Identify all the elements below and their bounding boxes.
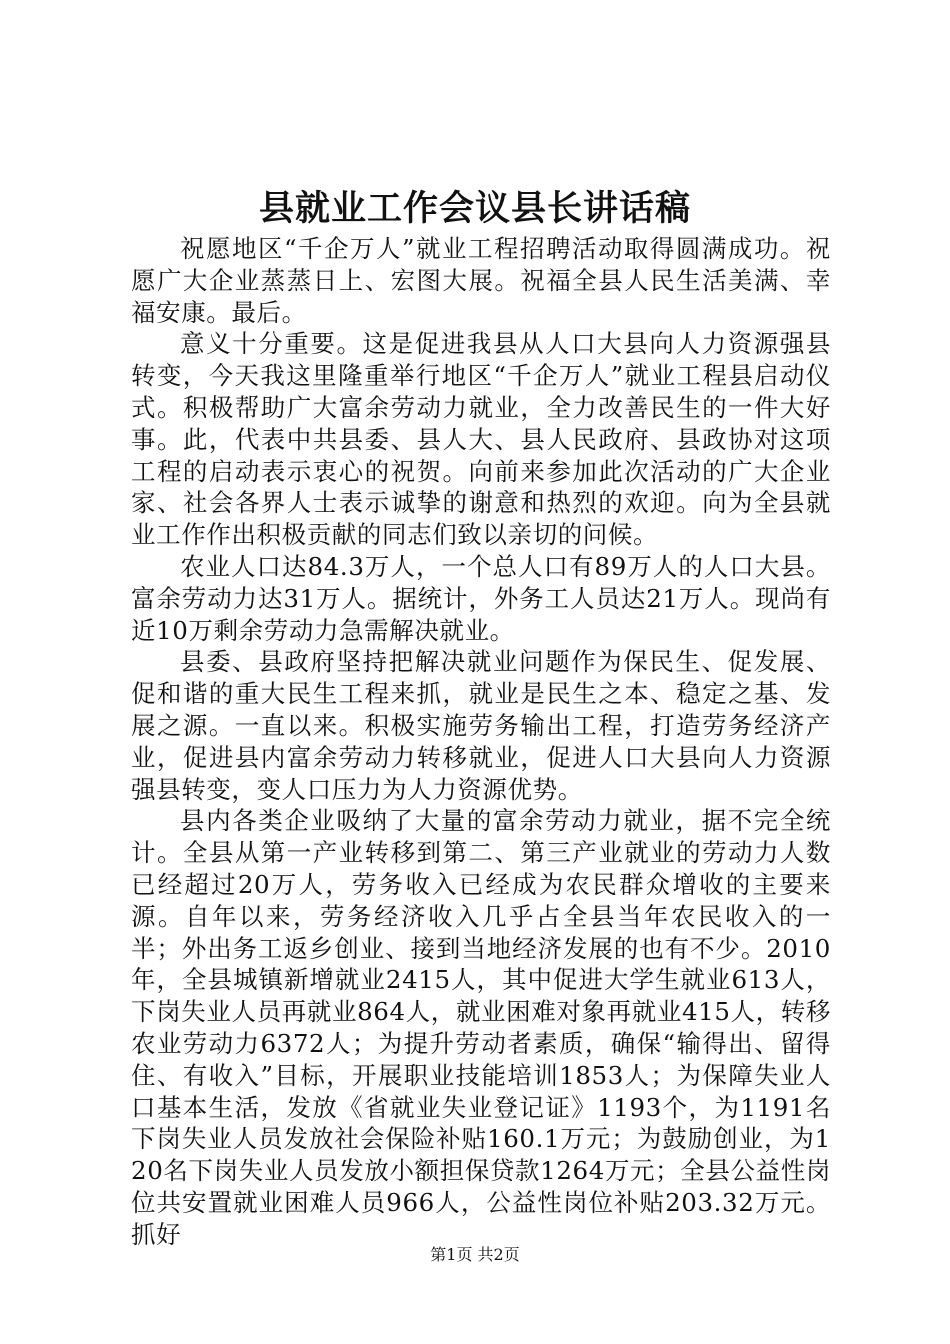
paragraph: 县内各类企业吸纳了大量的富余劳动力就业，据不完全统计。全县从第一产业转移到第二、第三产业就业的劳动力人数已经超过20万人，劳务收入已经成为农民群众增收的主要来源。自年以来，劳务经济收入几乎占全县当年农民收入的一半；外出务工返乡创业、接到当地经济发展的也有不少。2010年，全县城镇新增就业2415人，其中促进大学生就业613人，下岗失业人员再就业864人，就业困难对象再就业415人，转移农业劳动力6372人；为提升劳动者素质，确保“输得出、留得住、有收入”目标，开展职业技能培训1853人；为保障失业人口基本生活，发放《省就业失业登记证》1193个，为1191名下岗失业人员发放社会保险补贴160.1万元；为鼓励创业，为120名下岗失业人员发放小额担保贷款1264万元；全县公益性岗位共安置就业困难人员966人，公益性岗位补贴203.32万元。抓好: [131, 806, 831, 1249]
page-footer: 第1页 共2页: [430, 1245, 520, 1264]
document-title: 县就业工作会议县长讲话稿: [258, 188, 691, 229]
paragraph: 祝愿地区“千企万人”就业工程招聘活动取得圆满成功。祝愿广大企业蒸蒸日上、宏图大展。祝福全县人民生活美满、幸福安康。最后。: [131, 234, 831, 327]
paragraph: 农业人口达84.3万人，一个总人口有89万人的人口大县。富余劳动力达31万人。据统计，外务工人员达21万人。现尚有近10万剩余劳动力急需解决就业。: [131, 551, 831, 645]
paragraph: 县委、县政府坚持把解决就业问题作为保民生、促发展、促和谐的重大民生工程来抓，就业是民生之本、稳定之基、发展之源。一直以来。积极实施劳务输出工程，打造劳务经济产业，促进县内富余劳动力转移就业，促进人口大县向人力资源强县转变，变人口压力为人力资源优势。: [131, 647, 831, 804]
document-body: [131, 233, 831, 1251]
paragraph: 意义十分重要。这是促进我县从人口大县向人力资源强县转变，今天我这里隆重举行地区“千企万人”就业工程县启动仪式。积极帮助广大富余劳动力就业，全力改善民生的一件大好事。此，代表中共县委、县人大、县人民政府、县政协对这项工程的启动表示衷心的祝贺。向前来参加此次活动的广大企业家、社会各界人士表示诚挚的谢意和热烈的欢迎。向为全县就业工作作出积极贡献的同志们致以亲切的问候。: [131, 329, 831, 550]
